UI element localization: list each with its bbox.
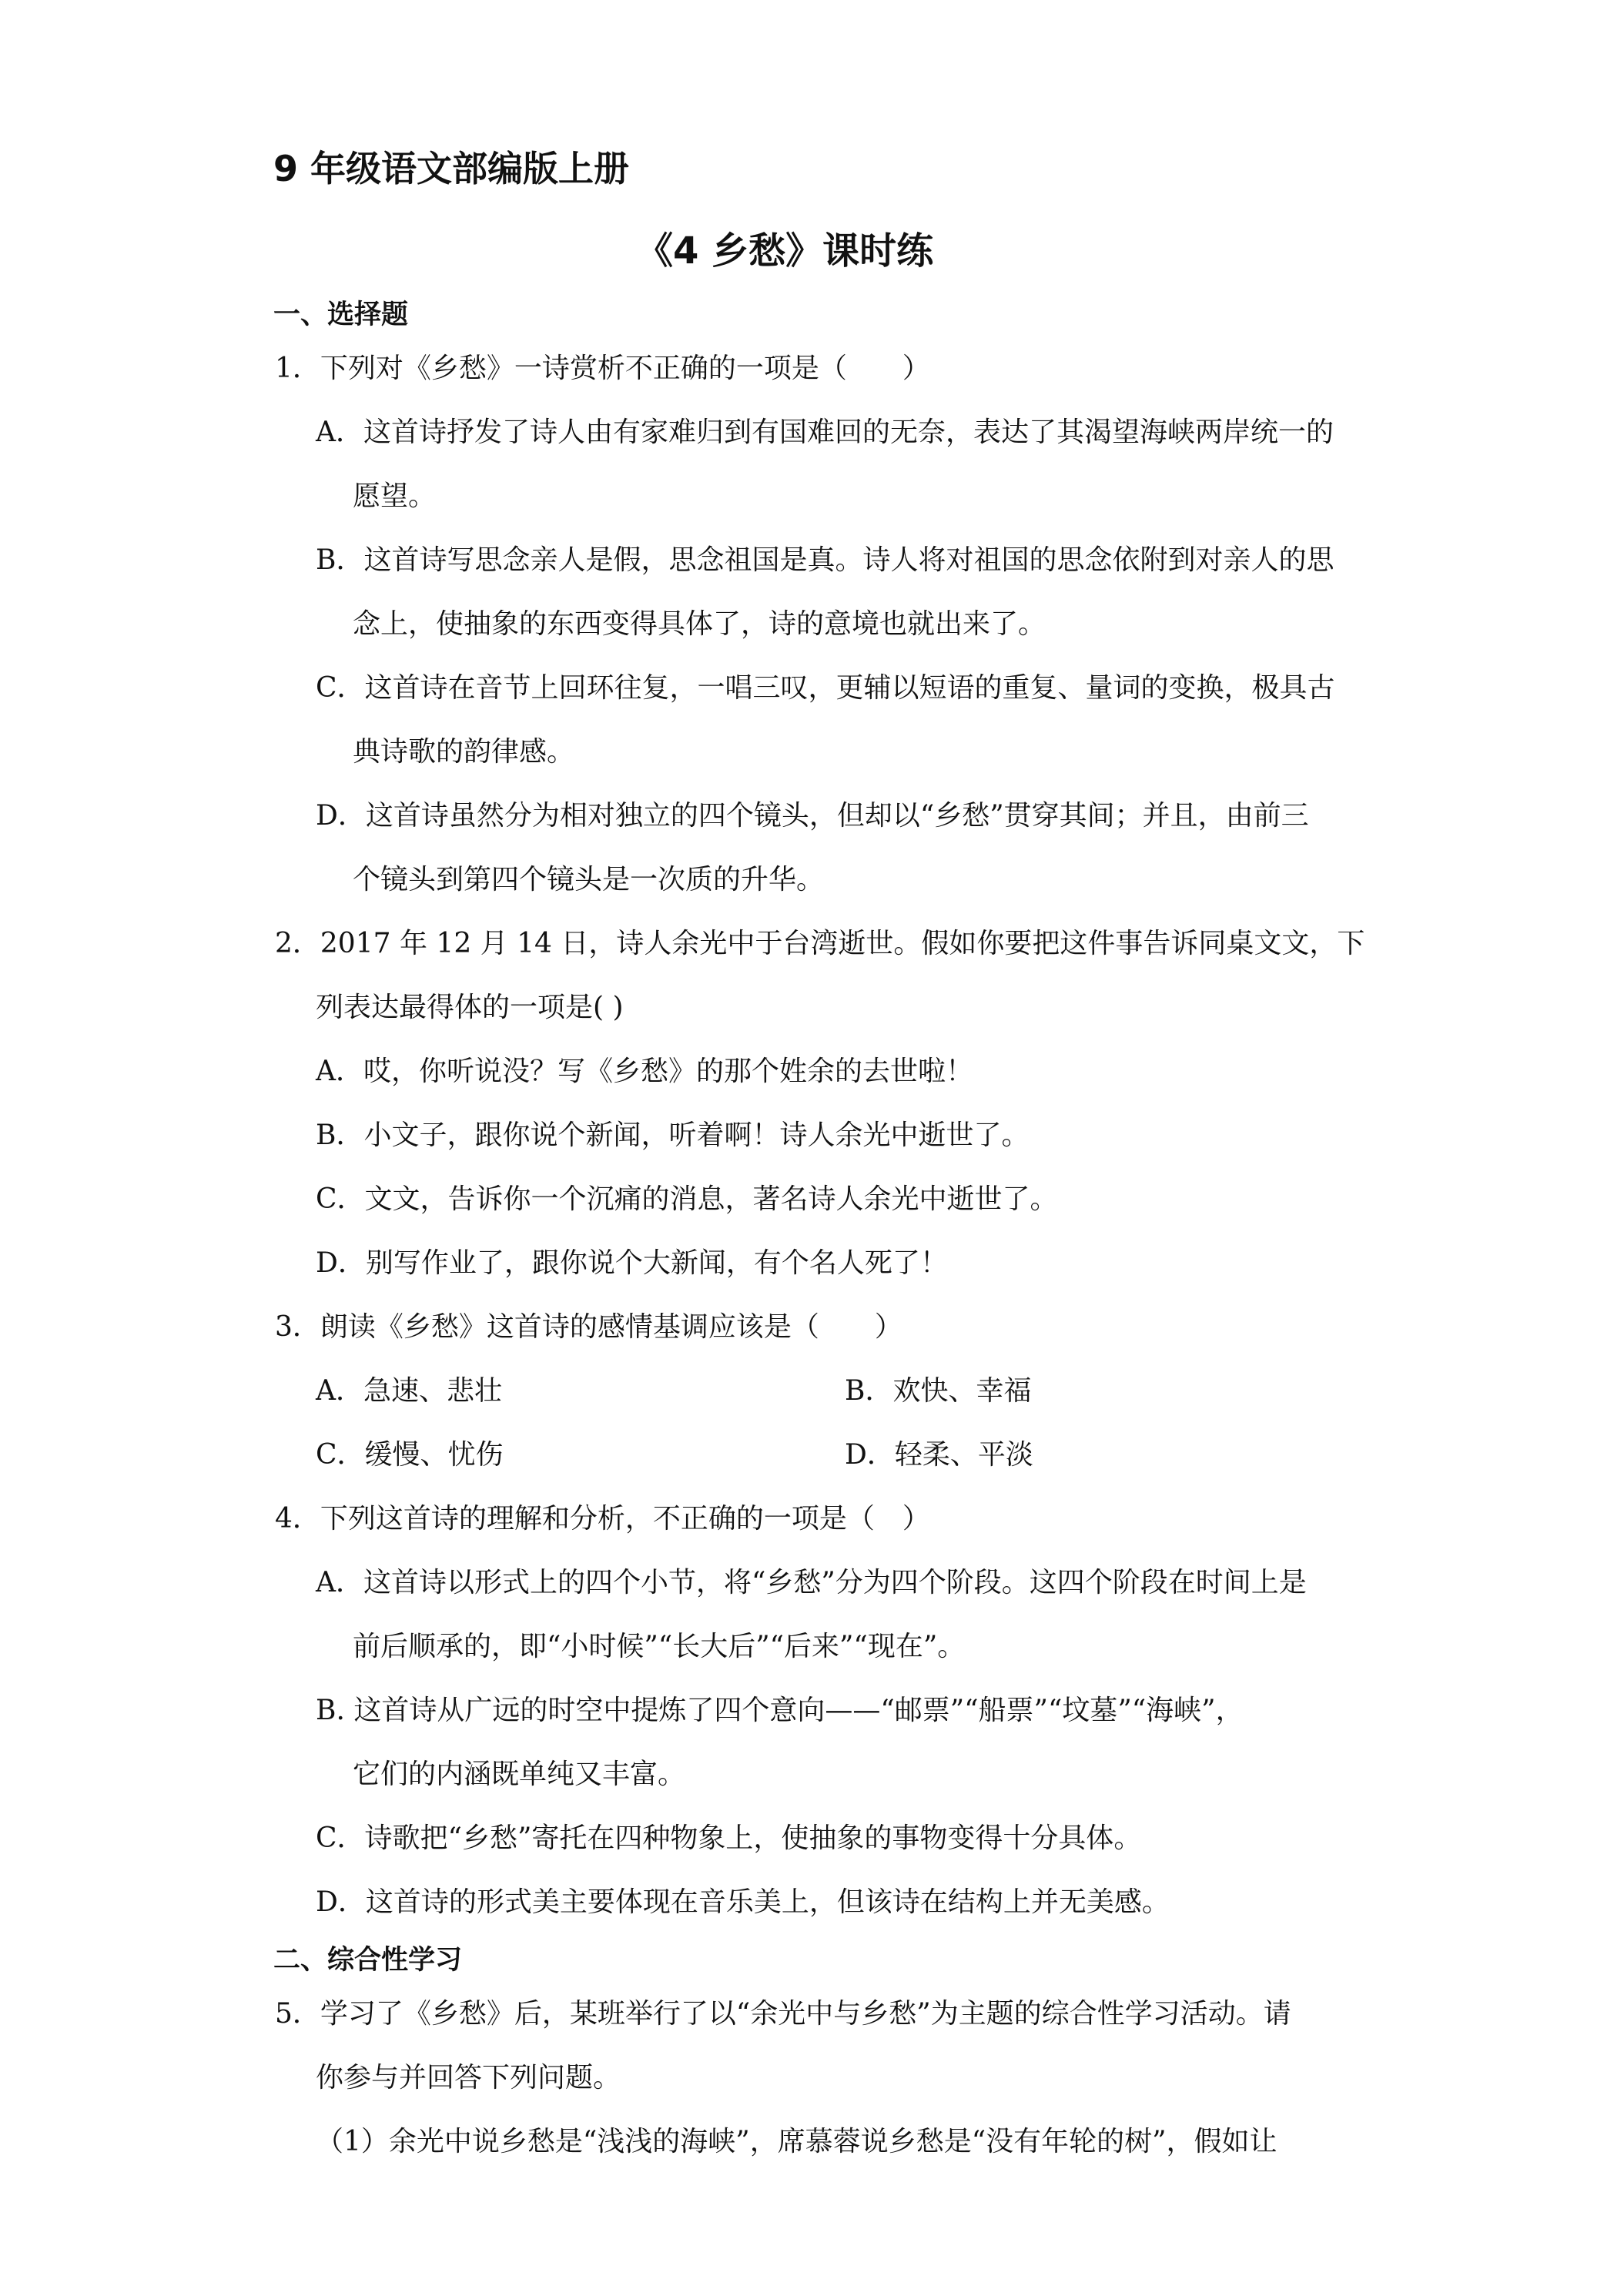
section-heading-comprehensive: 二、综合性学习: [273, 1945, 463, 1976]
q2-stem-line1: 2．2017 年 12 月 14 日，诗人余光中于台湾逝世。假如你要把这件事告诉同桌文文，下: [275, 928, 1365, 959]
q4-option-b-line2: 它们的内涵既单纯又丰富。: [353, 1759, 686, 1790]
q2-option-b: B．小文子，跟你说个新闻，听着啊！诗人余光中逝世了。: [316, 1120, 1030, 1151]
q2-stem-line2: 列表达最得体的一项是( ): [316, 992, 624, 1023]
q5-subquestion-1: （1）余光中说乡愁是“浅浅的海峡”，席慕蓉说乡愁是“没有年轮的树”，假如让: [316, 2126, 1277, 2157]
q1-option-b-line2: 念上，使抽象的东西变得具体了，诗的意境也就出来了。: [353, 608, 1046, 640]
q1-option-a-line1: A．这首诗抒发了诗人由有家难归到有国难回的无奈，表达了其渴望海峡两岸统一的: [316, 417, 1334, 448]
q1-option-b-line1: B．这首诗写思念亲人是假，思念祖国是真。诗人将对祖国的思念依附到对亲人的思: [316, 544, 1334, 576]
q4-option-d: D．这首诗的形式美主要体现在音乐美上，但该诗在结构上并无美感。: [316, 1886, 1170, 1918]
grade-title: 9 年级语文部编版上册: [273, 148, 630, 189]
q5-stem-line2: 你参与并回答下列问题。: [316, 2062, 621, 2094]
q5-stem-line1: 5．学习了《乡愁》后，某班举行了以“余光中与乡愁”为主题的综合性学习活动。请: [275, 1998, 1291, 2030]
q1-stem: 1．下列对《乡愁》一诗赏析不正确的一项是（ ）: [275, 353, 930, 384]
q3-option-a: A．急速、悲壮: [316, 1375, 502, 1407]
q2-option-a: A．哎，你听说没？写《乡愁》的那个姓余的去世啦！: [316, 1056, 973, 1087]
q3-option-b: B．欢快、幸福: [845, 1375, 1032, 1407]
q4-option-b-line1: B. 这首诗从广远的时空中提炼了四个意向——“邮票”“船票”“坟墓”“海峡”，: [316, 1695, 1244, 1726]
q1-option-d-line1: D．这首诗虽然分为相对独立的四个镜头，但却以“乡愁”贯穿其间；并且，由前三: [316, 800, 1309, 832]
q3-option-c: C．缓慢、忧伤: [316, 1439, 504, 1471]
q2-option-d: D．别写作业了，跟你说个大新闻，有个名人死了！: [316, 1247, 948, 1279]
q4-stem: 4．下列这首诗的理解和分析，不正确的一项是（ ）: [275, 1503, 930, 1535]
q3-stem: 3．朗读《乡愁》这首诗的感情基调应该是（ ）: [275, 1311, 902, 1343]
q1-option-d-line2: 个镜头到第四个镜头是一次质的升华。: [353, 864, 825, 895]
section-heading-choice: 一、选择题: [273, 300, 409, 330]
q4-option-a-line2: 前后顺承的，即“小时候”“长大后”“后来”“现在”。: [353, 1631, 966, 1662]
q1-option-c-line2: 典诗歌的韵律感。: [353, 736, 575, 768]
q4-option-a-line1: A．这首诗以形式上的四个小节，将“乡愁”分为四个阶段。这四个阶段在时间上是: [316, 1567, 1307, 1598]
q1-option-a-line2: 愿望。: [353, 480, 437, 512]
q2-option-c: C．文文，告诉你一个沉痛的消息，著名诗人余光中逝世了。: [316, 1183, 1058, 1215]
q4-option-c: C．诗歌把“乡愁”寄托在四种物象上，使抽象的事物变得十分具体。: [316, 1822, 1142, 1854]
q3-option-d: D．轻柔、平淡: [845, 1439, 1033, 1471]
q1-option-c-line1: C．这首诗在音节上回环往复，一唱三叹，更辅以短语的重复、量词的变换，极具古: [316, 672, 1335, 704]
lesson-title: 《4 乡愁》课时练: [636, 229, 934, 273]
